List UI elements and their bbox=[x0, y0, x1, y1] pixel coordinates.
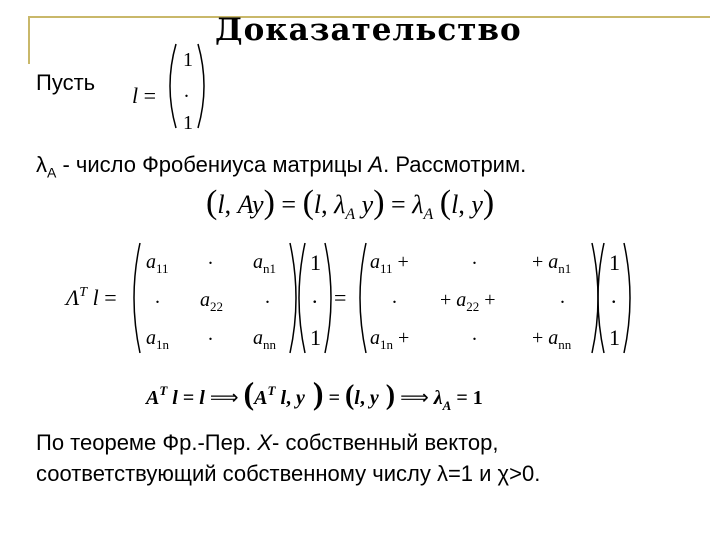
final-formula bbox=[144, 375, 483, 413]
result-vector-entries bbox=[609, 250, 620, 350]
svg-text:+ an1: + $a_{n1}$ bbox=[532, 251, 572, 276]
svg-text:.: . bbox=[265, 286, 270, 308]
svg-text:a11: $a_{11}$ bbox=[146, 251, 169, 276]
svg-text:AT l = l ⟹ (AT l, y ) = (l, y: $A^T$ l = l ⟹ ($A^T$ l, y ) = (l, y ) ⟹ $\lambda_A = 1$ bbox=[146, 375, 483, 413]
svg-text:+ ann: + $a_{nn}$ bbox=[532, 327, 572, 352]
svg-text:.: . bbox=[155, 286, 160, 308]
svg-text:.: . bbox=[208, 247, 213, 269]
svg-text:ann: $a_{nn}$ bbox=[253, 327, 276, 352]
svg-text:.: . bbox=[611, 283, 617, 308]
svg-text:.: . bbox=[312, 283, 318, 308]
let-label: Пусть bbox=[36, 70, 96, 95]
svg-text:.: . bbox=[392, 286, 397, 308]
lambda-tail: . Рассмотрим. bbox=[383, 152, 527, 177]
lambda-text: - число Фробениуса матрицы bbox=[56, 152, 369, 177]
vector-entry: 1 bbox=[183, 49, 193, 71]
svg-text:.: . bbox=[560, 286, 565, 308]
svg-text:=: = bbox=[334, 285, 347, 310]
conclusion-vector-name: X bbox=[257, 430, 272, 455]
svg-text:.: . bbox=[472, 247, 477, 269]
left-paren bbox=[170, 44, 176, 128]
lambda-symbol: λ bbox=[36, 152, 47, 177]
svg-text:ΛT l =: $\Lambda^T$ l = bbox=[66, 285, 117, 310]
right-paren bbox=[198, 44, 204, 128]
svg-text:.: . bbox=[472, 323, 477, 345]
svg-text:an1: $a_{n1}$ bbox=[253, 251, 276, 276]
svg-text:1: 1 bbox=[609, 325, 620, 350]
conclusion-line-2: соответствующий собственному числу λ=1 и χ>0. bbox=[36, 461, 541, 486]
vector-entry: 1 bbox=[183, 112, 193, 134]
vector-entry: . bbox=[184, 80, 189, 102]
svg-text:+ a22 +: + $a_{22}$ + bbox=[440, 289, 496, 314]
svg-text:1: 1 bbox=[310, 250, 321, 275]
slide-title: Доказательство bbox=[215, 12, 522, 48]
l-definition-formula bbox=[132, 44, 204, 134]
lambda-matrix-name: A bbox=[368, 152, 384, 177]
conclusion-text-a: По теореме Фр.-Пер. bbox=[36, 430, 258, 455]
svg-text:l =: l = bbox=[132, 83, 157, 108]
svg-text:1: 1 bbox=[609, 250, 620, 275]
matrix-a-entries bbox=[146, 247, 277, 352]
svg-text:a22: $a_{22}$ bbox=[200, 289, 223, 314]
lambda-subscript: A bbox=[47, 164, 57, 181]
result-matrix-entries bbox=[370, 247, 572, 352]
svg-text:.: . bbox=[208, 323, 213, 345]
svg-text:a11 +: $a_{11}$ + bbox=[370, 251, 409, 276]
svg-text:(l, Ay) = (l, λA y) = λA (l, y: (l, Ay) = (l, $\lambda_A$ $y) = \lambda_A$ (l, y) bbox=[206, 184, 495, 223]
inner-product-formula bbox=[206, 184, 494, 223]
svg-text:1: 1 bbox=[310, 325, 321, 350]
svg-text:a1n: $a_{1n}$ bbox=[146, 327, 169, 352]
svg-text:a1n +: $a_{1n}$ + bbox=[370, 327, 410, 352]
vector-l-entries bbox=[310, 250, 321, 350]
conclusion-text-b: - собственный вектор, bbox=[272, 430, 499, 455]
matrix-product-formula bbox=[64, 243, 630, 353]
